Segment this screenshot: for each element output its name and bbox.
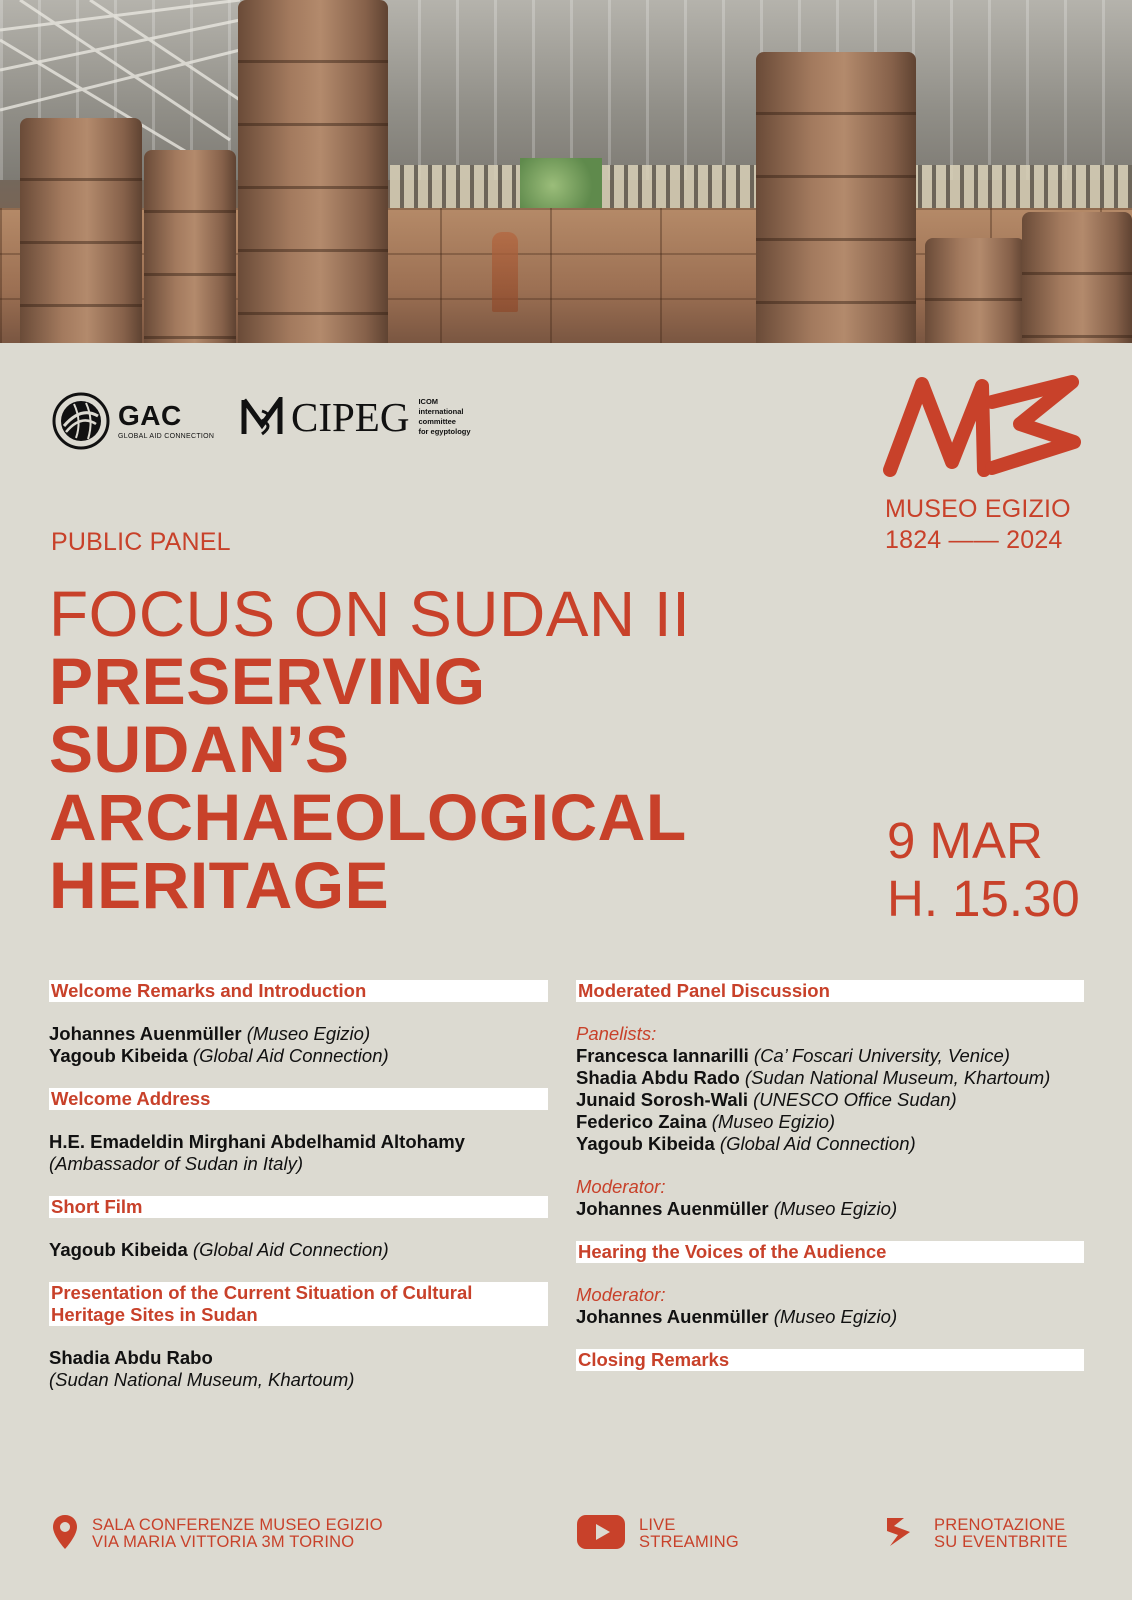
- museo-egizio-years: 1824 —— 2024: [885, 526, 1063, 554]
- program-right-column: [576, 980, 1084, 1392]
- panelists-label: Panelists:: [576, 1023, 657, 1044]
- museo-egizio-caption: [885, 494, 1071, 556]
- streaming-line-2: STREAMING: [639, 1533, 739, 1551]
- hero-column-3: [238, 0, 388, 343]
- event-title: FOCUS ON SUDAN II: [49, 578, 691, 650]
- program-left-column: [49, 980, 548, 1412]
- speaker-line: Yagoub Kibeida (Global Aid Connection): [49, 1045, 389, 1066]
- hero-column-5: [925, 238, 1025, 343]
- streaming-info[interactable]: [577, 1517, 739, 1551]
- gac-globe-icon: [52, 392, 110, 450]
- speaker-affiliation: (Ambassador of Sudan in Italy): [49, 1153, 303, 1174]
- museo-egizio-logo-icon: [882, 372, 1082, 482]
- speaker-line: Yagoub Kibeida (Global Aid Connection): [49, 1239, 389, 1260]
- gac-logo: [52, 392, 214, 450]
- gac-name: GAC: [118, 400, 182, 431]
- section-heading: Presentation of the Current Situation of Cultural Heritage Sites in Sudan: [49, 1282, 548, 1326]
- event-date: 9 MAR: [887, 812, 1043, 869]
- panelist-line: Shadia Abdu Rado (Sudan National Museum, Khartoum): [576, 1067, 1051, 1088]
- event-subtitle-line: ARCHAEOLOGICAL: [49, 780, 687, 854]
- event-kicker: PUBLIC PANEL: [51, 528, 231, 556]
- section-heading: Closing Remarks: [576, 1349, 1084, 1371]
- moderator-line: Johannes Auenmüller (Museo Egizio): [576, 1198, 898, 1219]
- panelist-line: Francesca Iannarilli (Ca’ Foscari University, Venice): [576, 1045, 1010, 1066]
- speaker-line: H.E. Emadeldin Mirghani Abdelhamid Altohamy: [49, 1131, 465, 1152]
- section-heading: Welcome Remarks and Introduction: [49, 980, 548, 1002]
- cipeg-name: CIPEG: [291, 394, 410, 440]
- cipeg-logo: [241, 396, 488, 438]
- panelist-line: Junaid Sorosh-Wali (UNESCO Office Sudan): [576, 1089, 957, 1110]
- location-pin-icon: [52, 1514, 78, 1550]
- section-heading: Hearing the Voices of the Audience: [576, 1241, 1084, 1263]
- moderator-line: Johannes Auenmüller (Museo Egizio): [576, 1306, 898, 1327]
- eventbrite-icon[interactable]: [884, 1515, 914, 1549]
- venue-line-2: VIA MARIA VITTORIA 3M TORINO: [92, 1533, 355, 1551]
- panelist-line: Federico Zaina (Museo Egizio): [576, 1111, 836, 1132]
- booking-line-2: SU EVENTBRITE: [934, 1533, 1068, 1551]
- hero-column-4: [756, 52, 916, 343]
- event-subtitle-line: PRESERVING: [49, 644, 486, 718]
- hero-column-2: [144, 150, 236, 343]
- section-heading: Short Film: [49, 1196, 548, 1218]
- section-heading: Welcome Address: [49, 1088, 548, 1110]
- event-subtitle-line: HERITAGE: [49, 848, 390, 922]
- youtube-play-icon[interactable]: [577, 1515, 625, 1549]
- venue-info: [52, 1517, 383, 1551]
- streaming-line-1: LIVE: [639, 1516, 676, 1534]
- moderator-label: Moderator:: [576, 1284, 666, 1305]
- venue-line-1: SALA CONFERENZE MUSEO EGIZIO: [92, 1516, 383, 1534]
- hero-column-1: [20, 118, 142, 343]
- speaker-line: Johannes Auenmüller (Museo Egizio): [49, 1023, 371, 1044]
- panelist-line: Yagoub Kibeida (Global Aid Connection): [576, 1133, 916, 1154]
- booking-info[interactable]: [884, 1517, 1068, 1551]
- hero-column-6: [1022, 212, 1132, 343]
- cipeg-subtitle: ICOM international committee for egyptology: [418, 397, 471, 436]
- event-time: H. 15.30: [887, 870, 1080, 927]
- event-datetime: [887, 812, 1080, 928]
- hero-relief-figure: [492, 232, 518, 312]
- museo-egizio-name: MUSEO EGIZIO: [885, 495, 1071, 523]
- moderator-label: Moderator:: [576, 1176, 666, 1197]
- speaker-affiliation: (Sudan National Museum, Khartoum): [49, 1369, 355, 1390]
- hero-window: [520, 158, 602, 213]
- gac-subtitle: GLOBAL AID CONNECTION: [118, 433, 215, 440]
- event-subtitle-line: SUDAN’S: [49, 712, 350, 786]
- booking-line-1: PRENOTAZIONE: [934, 1516, 1066, 1534]
- speaker-line: Shadia Abdu Rabo: [49, 1347, 213, 1368]
- cipeg-mark-icon: [241, 397, 283, 437]
- event-subtitle: [49, 644, 687, 922]
- section-heading: Moderated Panel Discussion: [576, 980, 1084, 1002]
- hero-photo: [0, 0, 1132, 343]
